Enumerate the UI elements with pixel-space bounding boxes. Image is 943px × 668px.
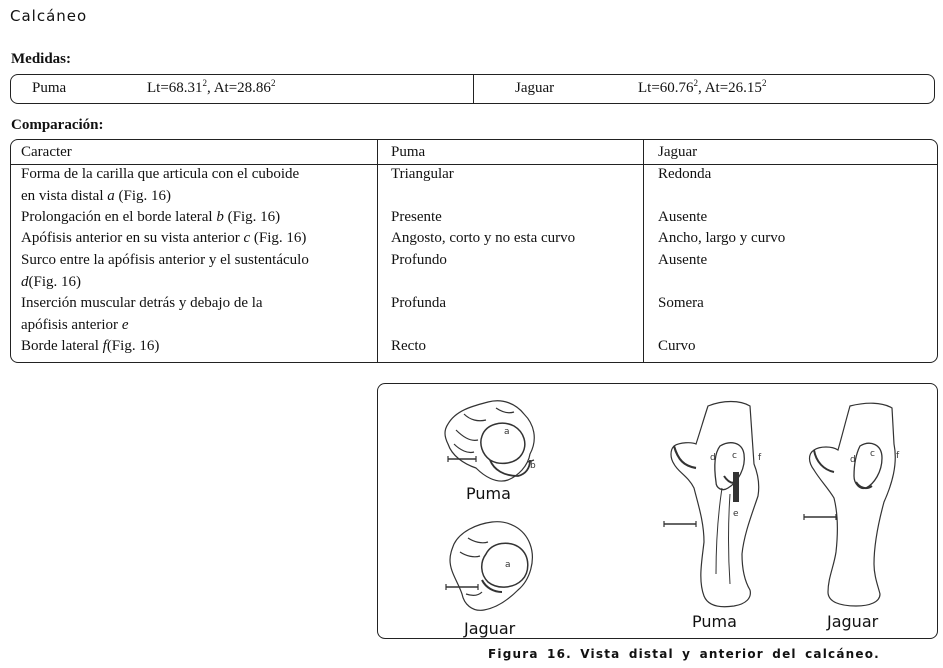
measures-jaguar-name: Jaguar (515, 80, 555, 96)
page-title: Calcáneo (10, 7, 88, 25)
figure-letter-b: b (530, 461, 536, 471)
table-row-jaguar: Redonda (658, 166, 712, 182)
column-divider-2 (643, 140, 644, 362)
figure-label-distal-jaguar: Jaguar (464, 619, 516, 638)
anterior-jaguar-bone (804, 403, 895, 606)
figure-letter-a: a (504, 427, 510, 437)
figure-letter-d: d (710, 453, 716, 463)
anterior-puma-bone (664, 402, 759, 607)
figure-letter-c: c (732, 451, 737, 461)
table-row-caracter: Apófisis anterior en su vista anterior c (Fig. 16) (21, 230, 307, 246)
comparison-table (10, 139, 938, 363)
figure-label-anterior-puma: Puma (692, 612, 737, 631)
table-row-caracter: Borde lateral f(Fig. 16) (21, 338, 160, 354)
table-row-jaguar: Ancho, largo y curvo (658, 230, 786, 246)
table-row-puma: Profunda (391, 295, 446, 311)
calcaneus-illustrations (378, 384, 936, 637)
figure-letter-a: a (505, 560, 511, 570)
table-row-puma: Profundo (391, 252, 447, 268)
figure-caption: Figura 16. Vista distal y anterior del calcáneo. (488, 647, 880, 661)
table-row-jaguar: Curvo (658, 338, 696, 354)
table-row-puma: Presente (391, 209, 442, 225)
table-row-jaguar: Ausente (658, 252, 708, 268)
header-caracter: Caracter (21, 144, 72, 160)
table-row-puma: Angosto, corto y no esta curvo (391, 230, 576, 246)
figure-label-anterior-jaguar: Jaguar (827, 612, 879, 631)
measures-box (10, 74, 935, 104)
header-jaguar: Jaguar (658, 144, 698, 160)
distal-puma-bone (445, 401, 534, 481)
comparison-label: Comparación: (11, 117, 104, 133)
measures-puma-values: $Lt=68.31^2$, $At=28.86^2$ (147, 78, 276, 96)
measures-jaguar-values: $Lt=60.76^2$, $At=26.15^2$ (638, 78, 767, 96)
table-row-jaguar: Somera (658, 295, 704, 311)
header-puma: Puma (391, 144, 426, 160)
figure-letter-f: f (758, 453, 762, 463)
figure-label-distal-puma: Puma (466, 484, 511, 503)
column-divider-1 (377, 140, 378, 362)
figure-letter-d: d (850, 455, 856, 465)
figure-letter-e: e (733, 509, 739, 519)
table-row-caracter: Forma de la carilla que articula con el cuboide en vista distal a (Fig. 16) (21, 166, 300, 204)
distal-jaguar-bone (446, 522, 532, 611)
table-row-caracter: Inserción muscular detrás y debajo de la apófisis anterior e (21, 295, 263, 333)
table-row-caracter: Prolongación en el borde lateral b (Fig. 16) (21, 209, 281, 225)
figure-letter-f: f (896, 451, 900, 461)
measures-label: Medidas: (11, 51, 71, 67)
figure-16 (377, 383, 938, 639)
table-row-puma: Recto (391, 338, 426, 354)
measures-divider (473, 75, 474, 103)
figure-letter-c: c (870, 449, 875, 459)
table-row-jaguar: Ausente (658, 209, 708, 225)
table-row-puma: Triangular (391, 166, 454, 182)
table-row-caracter: Surco entre la apófisis anterior y el sustentáculo d(Fig. 16) (21, 252, 309, 290)
measures-puma-name: Puma (32, 80, 67, 96)
